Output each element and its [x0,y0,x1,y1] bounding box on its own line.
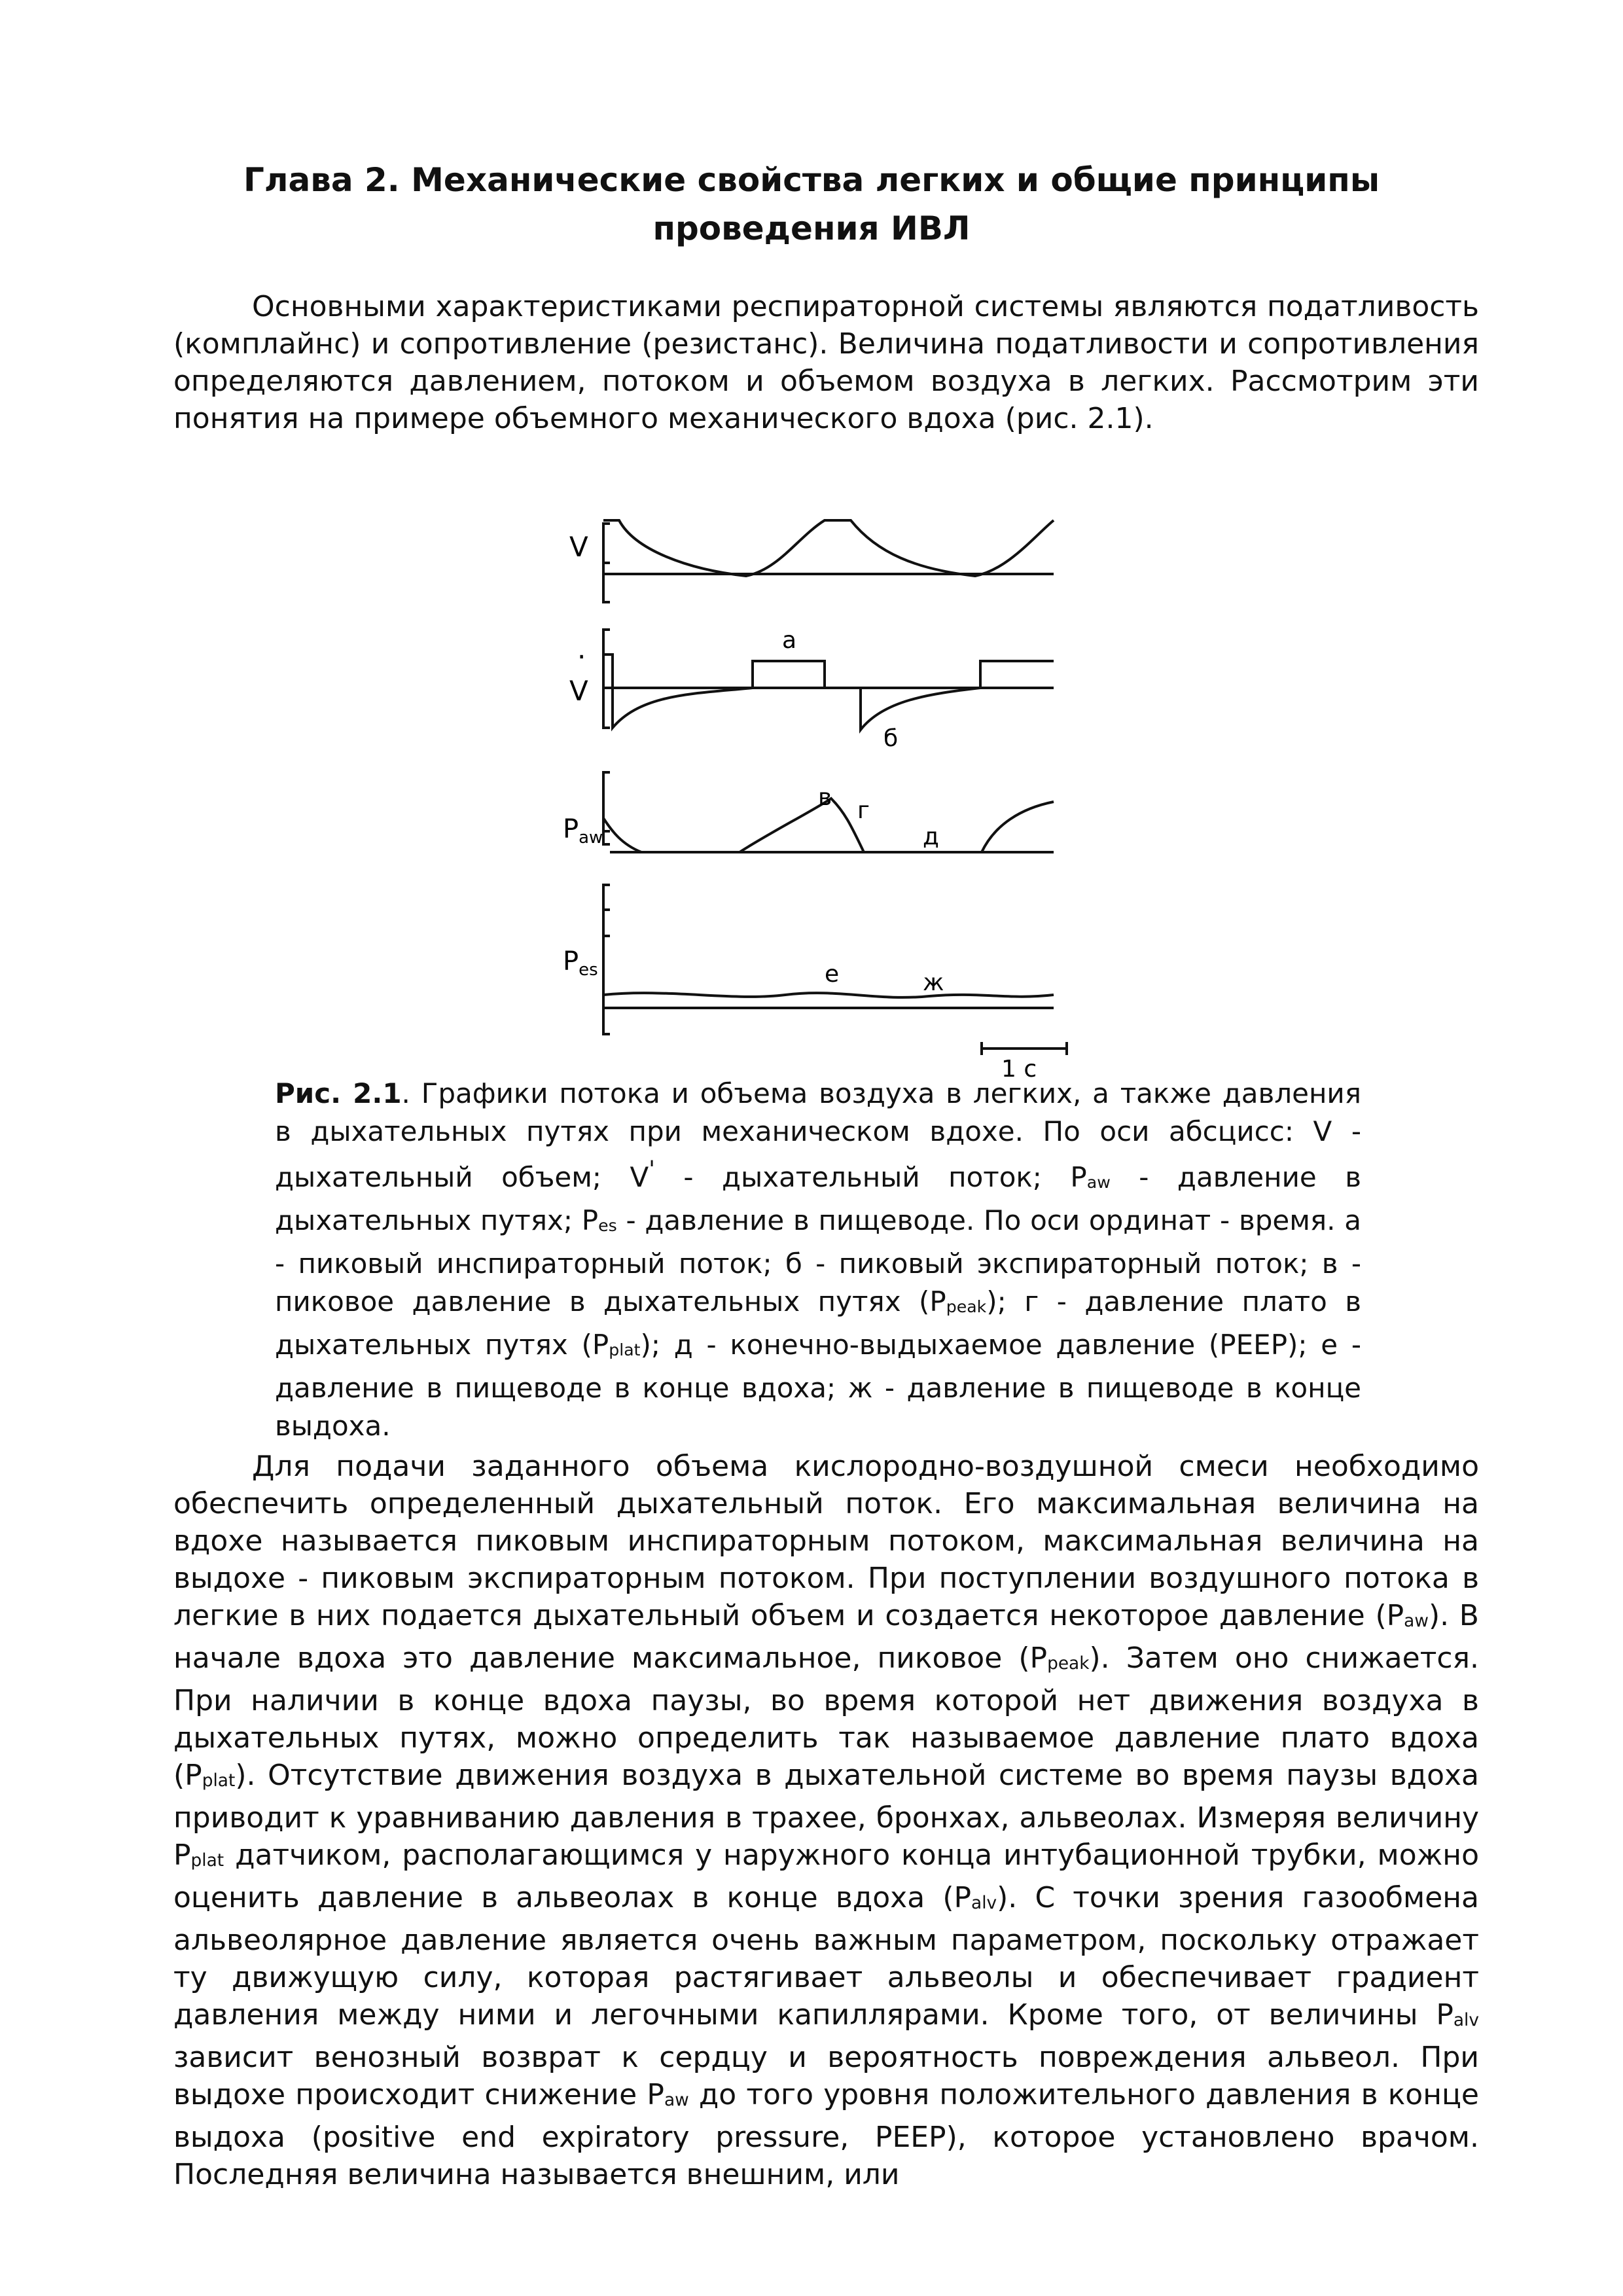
annotation-e: е [825,961,840,988]
pes-axis [603,885,610,1034]
annotation-d: д [923,823,939,850]
volume-axis-label: V [569,531,588,563]
volume-axis [603,524,610,602]
volume-curve [603,520,1054,576]
figure-caption: Рис. 2.1. Графики потока и объема воздуха в легких, а также давления в дыхательных путях при механическом вдохе. По оси абсцисс: V - дыхательный объем; V' - дыхательный поток; $P_{aw}$ - давление в дыхательных путях; $P_{es}$ - давление в пищеводе. По оси ординат - время. а - пиковый инспираторный поток; б - пиковый экспираторный поток; в - пиковое давление в дыхательных путях $(P_{peak})$; г - давление плато в дыхательных путях $(P_{plat})$; д - конечно-выдыхаемое давление (PEEP); е - давление в пищеводе в конце вдоха; ж - давление в пищеводе в конце выдоха. [275,1077,1362,1442]
annotation-g: г [857,797,870,824]
chapter-title-line2: проведения ИВЛ [652,209,971,247]
flow-dot: · [577,641,586,673]
pes-axis-subscript: es [579,960,598,980]
svg-text:Pes [563,946,598,980]
flow-axis-label: V [569,675,588,707]
paw-axis [603,772,610,844]
paw-axis-label: P [563,814,579,844]
caption-label: Рис. 2.1 [275,1077,402,1109]
pes-axis-label: P [563,946,579,977]
respiratory-waveforms-figure [537,478,1099,1083]
chapter-title [131,156,1492,253]
chapter-title-line1: Глава 2. Механические свойства легких и общие принципы [243,161,1380,199]
flow-axis [603,630,610,728]
body-paragraph: Для подачи заданного объема кислородно-воздушной смеси необходимо обеспечить определенный дыхательный поток. Его максимальная величина на вдохе называется пиковым инспираторным потоком, максимальная величина на выдохе - пиковым экспираторным потоком. При поступлении воздушного потока в легкие в них подается дыхательный объем и создается некоторое давление $(P_{aw})$. В начале вдоха это давление максимальное, пиковое $(P_{peak})$. Затем оно снижается. При наличии в конце вдоха паузы, во время которой нет движения воздуха в дыхательных путях, можно определить так называемое давление плато вдоха $(P_{plat})$. Отсутствие движения воздуха в дыхательной системе во время паузы вдоха приводит к уравниванию давления в трахее, бронхах, альвеолах. Измеряя величину $P_{plat}$ датчиком, располагающимся у наружного конца интубационной трубки, можно оценить давление в альвеолах в конце вдоха $(P_{alv})$. С точки зрения газообмена альвеолярное давление является очень важным параметром, поскольку отражает ту движущую силу, которая растягивает альвеолы и обеспечивает градиент давления между ними и легочными капиллярами. Кроме того, от величины $P_{alv}$ зависит венозный возврат к сердцу и вероятность повреждения альвеол. При выдохе происходит снижение $P_{aw}$ до того уровня положительного давления в конце выдоха (positive end expiratory pressure, PEEP), которое установлено врачом. Последняя величина называется внешним, или [173,1450,1479,2191]
flow-curve [603,655,1054,730]
annotation-b: б [883,725,899,752]
paw-axis-subscript: aw [579,828,603,848]
annotation-v: в [818,784,832,811]
annotation-a: а [782,627,797,654]
time-scale-label: 1 с [1001,1056,1037,1083]
svg-text:Paw [563,814,603,848]
time-scale-bar [982,1042,1067,1055]
pes-curve [603,993,1054,997]
intro-paragraph: Основными характеристиками респираторной системы являются податливость (комплайнс) и сопротивление (резистанс). Величина податливости и сопротивления определяются давлением, потоком и объемом воздуха в легких. Рассмотрим эти понятия на примере объемного механического вдоха (рис. 2.1). [173,290,1479,435]
annotation-zh: ж [923,969,944,996]
